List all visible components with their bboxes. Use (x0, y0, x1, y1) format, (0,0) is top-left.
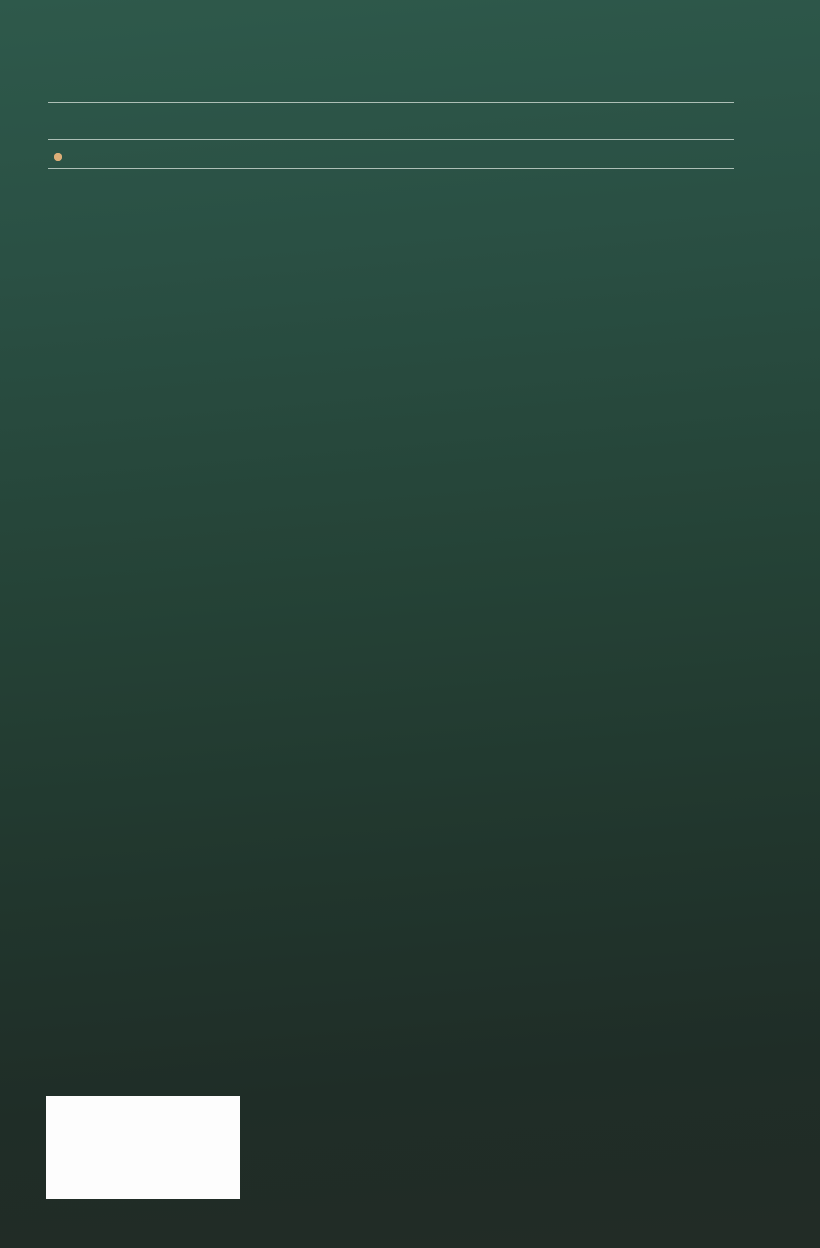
cover-content (0, 0, 820, 169)
divider (48, 168, 734, 169)
barcode-bars-icon (55, 1104, 231, 1160)
from-author-section (48, 139, 748, 140)
review-section (48, 168, 748, 169)
barcode (46, 1096, 240, 1199)
divider (48, 139, 734, 140)
bullet-dot-icon (54, 153, 62, 161)
divider (48, 102, 734, 103)
author-intro-section (48, 0, 748, 103)
